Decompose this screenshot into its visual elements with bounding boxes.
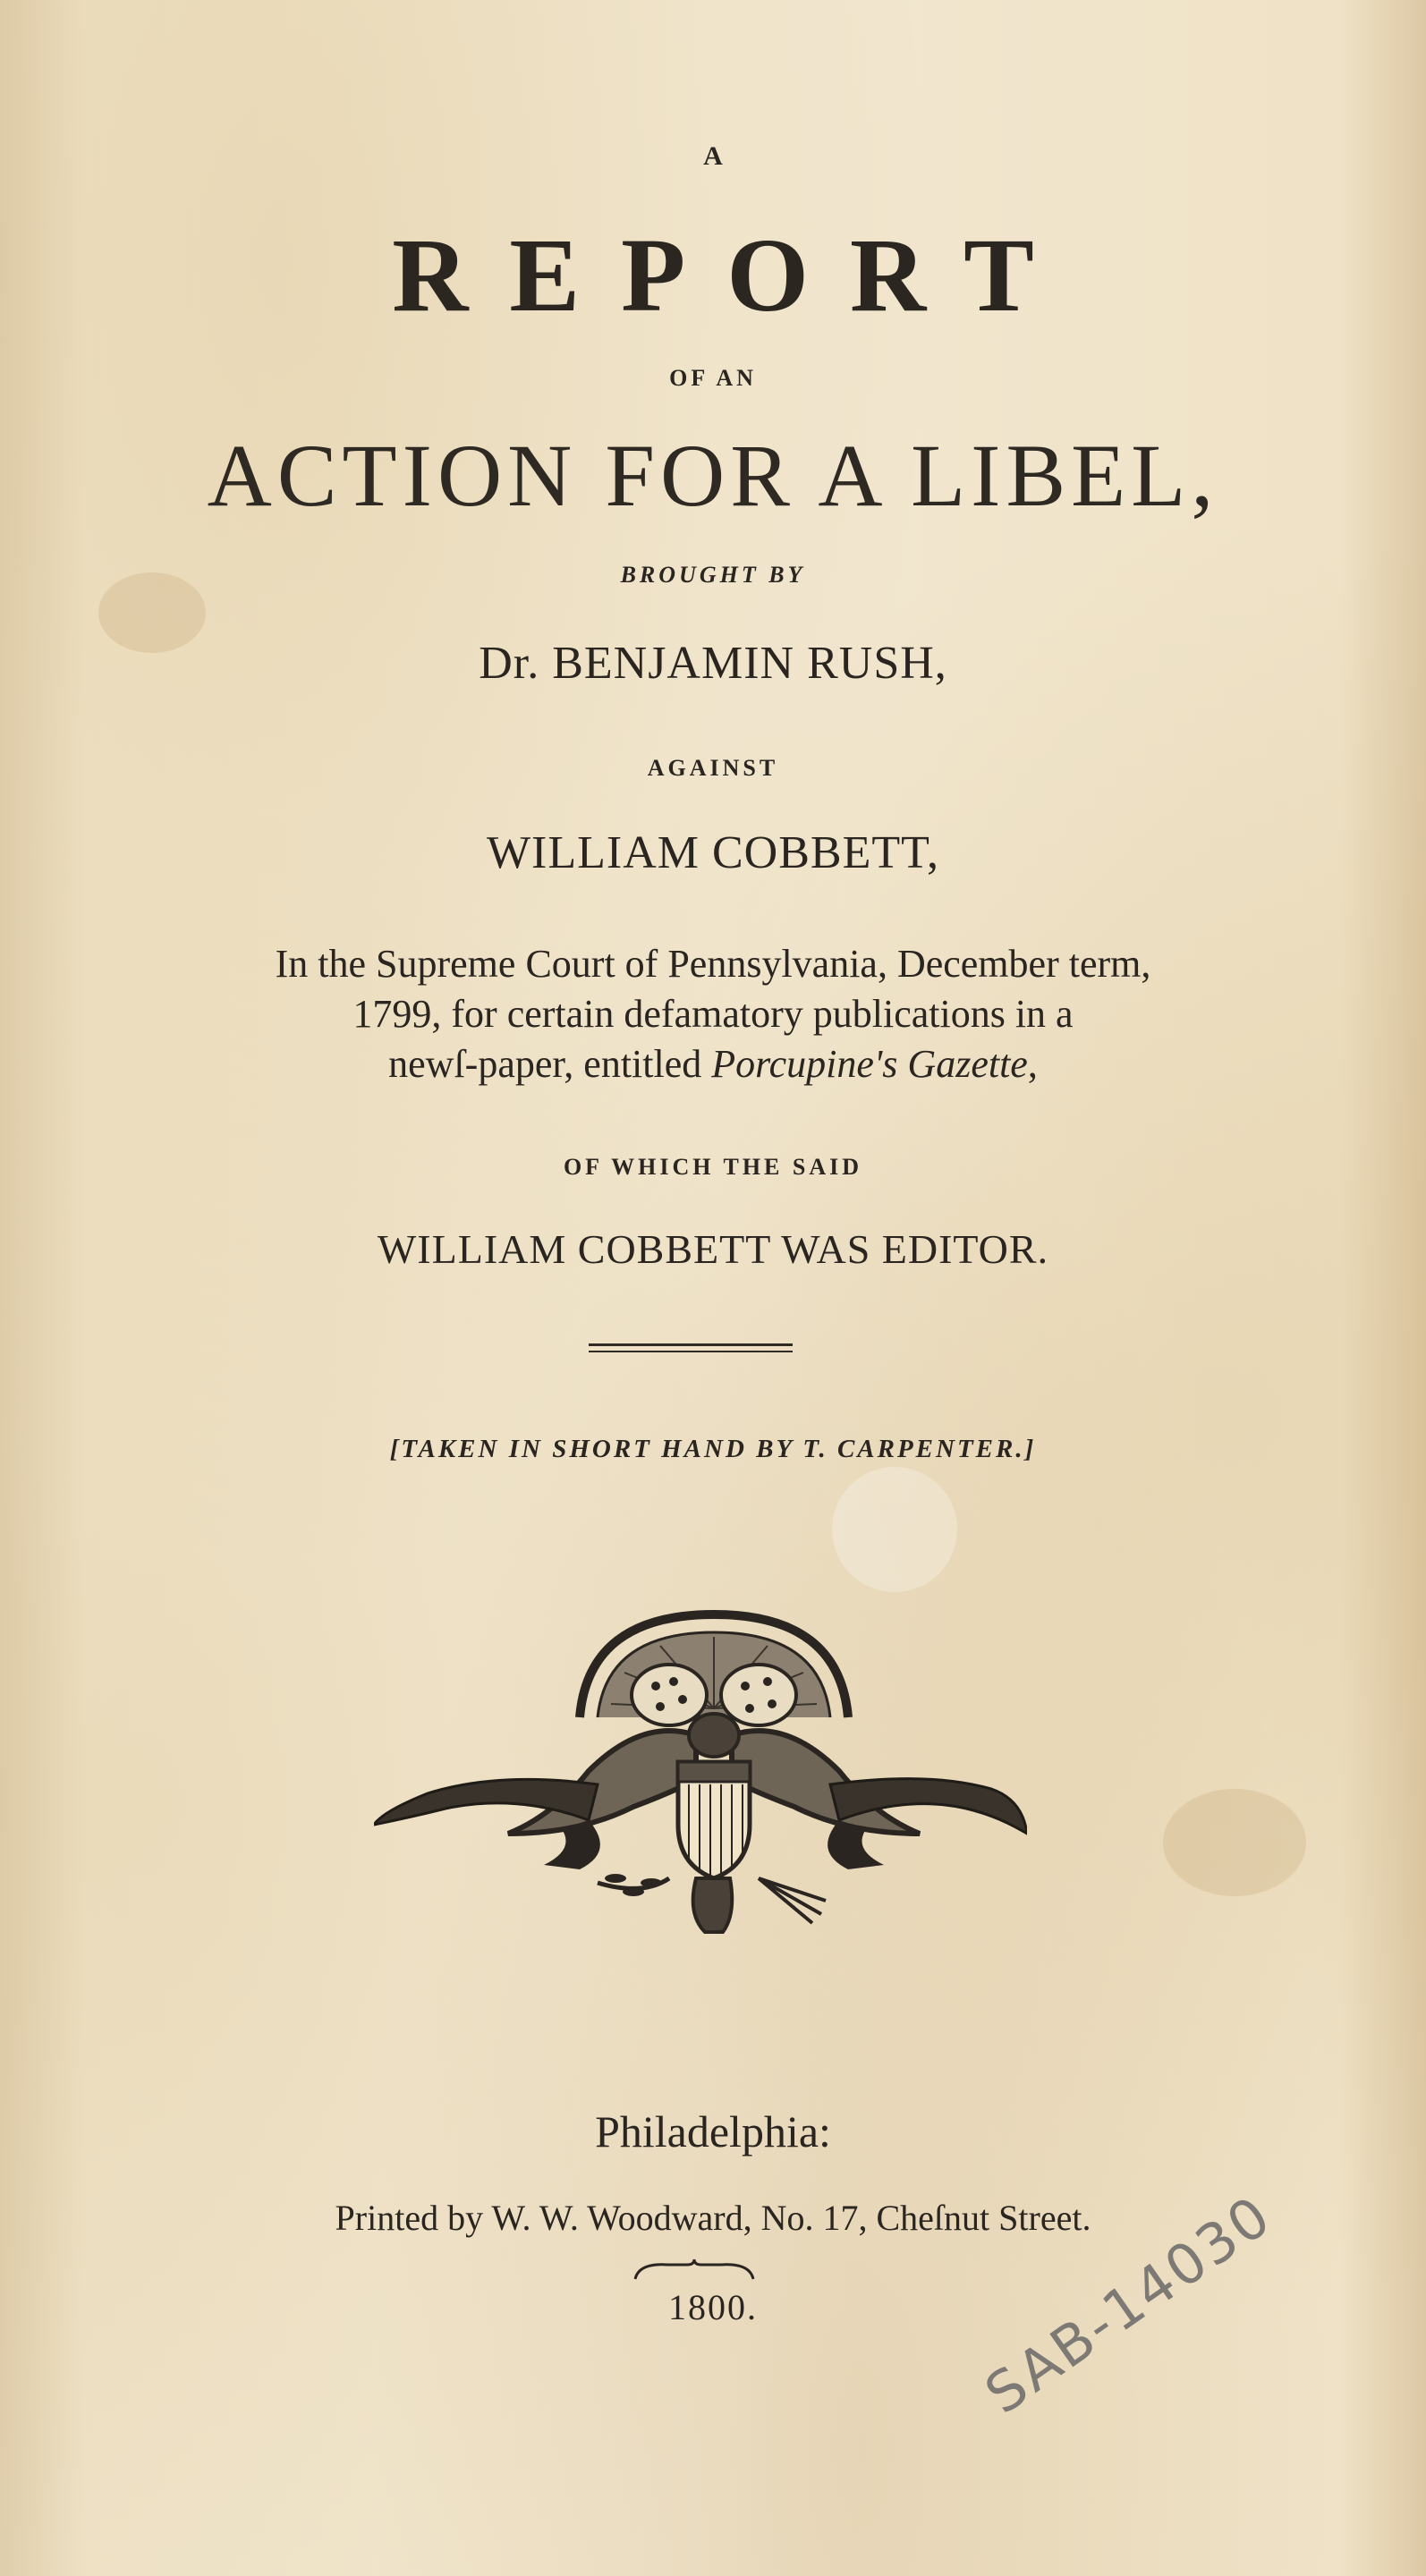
case-description (0, 939, 1426, 1089)
of-which-the-said-line: OF WHICH THE SAID (563, 1154, 863, 1180)
shelfmark-annotation: SAB-14030 (973, 2182, 1284, 2427)
editor-line: WILLIAM COBBETT WAS EDITOR. (377, 1226, 1049, 1272)
of-an-line: OF AN (669, 365, 757, 391)
foxing-spot (1163, 1789, 1306, 1896)
against-line: AGAINST (647, 755, 779, 781)
double-rule-divider (589, 1343, 793, 1360)
brought-by-line: BROUGHT BY (620, 562, 806, 588)
description-line-2: 1799, for certain defamatory publications in a (352, 992, 1074, 1036)
subject-line: ACTION FOR A LIBEL, (207, 426, 1219, 525)
imprint-year: 1800. (668, 2287, 758, 2327)
eagle-vignette (374, 1610, 1027, 1941)
imprint-printer: Printed by W. W. Woodward, No. 17, Cheſnut Street. (335, 2198, 1091, 2238)
paper-highlight (832, 1467, 957, 1592)
newspaper-name: Porcupine's Gazette (711, 1042, 1028, 1086)
defendant-name: WILLIAM COBBETT, (486, 827, 940, 878)
title-report: REPORT (392, 216, 1075, 334)
year-brace-ornament (632, 2258, 757, 2283)
title-article: A (703, 141, 723, 171)
description-line-1: In the Supreme Court of Pennsylvania, December term, (275, 942, 1151, 986)
plaintiff-name: Dr. BENJAMIN RUSH, (479, 638, 947, 689)
description-line-3-suffix: , (1027, 1042, 1038, 1086)
description-line-3 (0, 1039, 1426, 1089)
shorthand-note: [TAKEN IN SHORT HAND BY T. CARPENTER.] (389, 1435, 1037, 1463)
description-line-3-prefix: newſ-paper, entitled (388, 1042, 712, 1086)
imprint-place: Philadelphia: (595, 2106, 831, 2157)
